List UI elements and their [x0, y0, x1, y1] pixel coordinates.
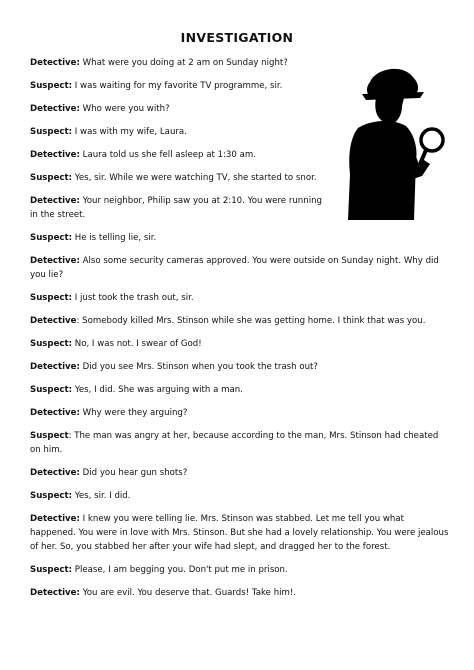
speaker-label: Detective: [30, 514, 80, 524]
dialogue-line [30, 563, 450, 577]
line-text: Did you see Mrs. Stinson when you took the trash out? [82, 362, 318, 372]
line-text: I was with my wife, Laura. [74, 127, 187, 137]
speaker-label: Suspect: [30, 491, 73, 501]
dialogue-line [30, 360, 450, 374]
speaker-label: Detective: [30, 408, 80, 418]
speaker-label: Suspect: [30, 173, 73, 183]
line-text: Please, I am begging you. Don't put me in prison. [74, 565, 288, 575]
speaker-label: Detective: [30, 362, 80, 372]
speaker-label: Suspect: [30, 339, 73, 349]
line-text: : The man was angry at her, because according to the man, Mrs. Stinson had cheated on him. [30, 431, 439, 455]
line-text: No, I was not. I swear of God! [74, 339, 202, 349]
dialogue-line [30, 337, 450, 351]
dialogue-line [30, 466, 450, 480]
page-title: INVESTIGATION [180, 30, 294, 45]
dialogue-line [30, 231, 450, 245]
line-text: : Somebody killed Mrs. Stinson while she was getting home. I think that was you. [76, 316, 426, 326]
line-text: Why were they arguing? [82, 408, 188, 418]
dialogue-line [30, 254, 450, 282]
line-text: Laura told us she fell asleep at 1:30 am. [82, 150, 256, 160]
line-text: I just took the trash out, sir. [74, 293, 194, 303]
dialogue-line [30, 489, 450, 503]
speaker-label: Suspect: [30, 385, 73, 395]
speaker-label: Detective: [30, 588, 80, 598]
detective-silhouette-icon [340, 64, 445, 220]
speaker-label: Detective: [30, 468, 80, 478]
dialogue-line [30, 148, 330, 162]
line-text: Yes, sir. I did. [74, 491, 131, 501]
speaker-label: Suspect: [30, 233, 73, 243]
dialogue-line [30, 79, 330, 93]
dialogue-line [30, 406, 450, 420]
dialogue-line [30, 102, 330, 116]
speaker-label: Detective [30, 316, 77, 326]
dialogue-line [30, 586, 450, 600]
speaker-label: Detective: [30, 58, 80, 68]
dialogue-line [30, 125, 330, 139]
line-text: You are evil. You deserve that. Guards! Take him!. [82, 588, 297, 598]
speaker-label: Suspect: [30, 81, 73, 91]
dialogue-line [30, 171, 330, 185]
speaker-label: Suspect: [30, 127, 73, 137]
line-text: Your neighbor, Philip saw you at 2:10. You were running in the street. [30, 196, 322, 220]
speaker-label: Detective: [30, 256, 80, 266]
line-text: He is telling lie, sir. [74, 233, 157, 243]
dialogue-line [30, 512, 450, 554]
speaker-label: Detective: [30, 104, 80, 114]
line-text: Yes, sir. While we were watching TV, she started to snor. [74, 173, 317, 183]
dialogue-line [30, 383, 450, 397]
speaker-label: Suspect [30, 431, 69, 441]
dialogue-line [30, 429, 450, 457]
speaker-label: Detective: [30, 150, 80, 160]
line-text: Did you hear gun shots? [82, 468, 188, 478]
line-text: What were you doing at 2 am on Sunday night? [82, 58, 288, 68]
dialogue-line [30, 194, 330, 222]
speaker-label: Suspect: [30, 293, 73, 303]
speaker-label: Suspect: [30, 565, 73, 575]
line-text: I knew you were telling lie. Mrs. Stinson was stabbed. Let me tell you what happened. You were in love with Mrs. Stinson. But she had a lovely relationship. You were jealous of her. So, you stabbed her after your wife had slept, and dragged her to the forest. [30, 514, 449, 552]
line-text: I was waiting for my favorite TV programme, sir. [74, 81, 283, 91]
dialogue-line [30, 314, 450, 328]
speaker-label: Detective: [30, 196, 80, 206]
line-text: Yes, I did. She was arguing with a man. [74, 385, 243, 395]
line-text: Who were you with? [82, 104, 170, 114]
dialogue-line [30, 56, 330, 70]
line-text: Also some security cameras approved. You were outside on Sunday night. Why did you lie? [30, 256, 439, 280]
dialogue-line [30, 291, 450, 305]
